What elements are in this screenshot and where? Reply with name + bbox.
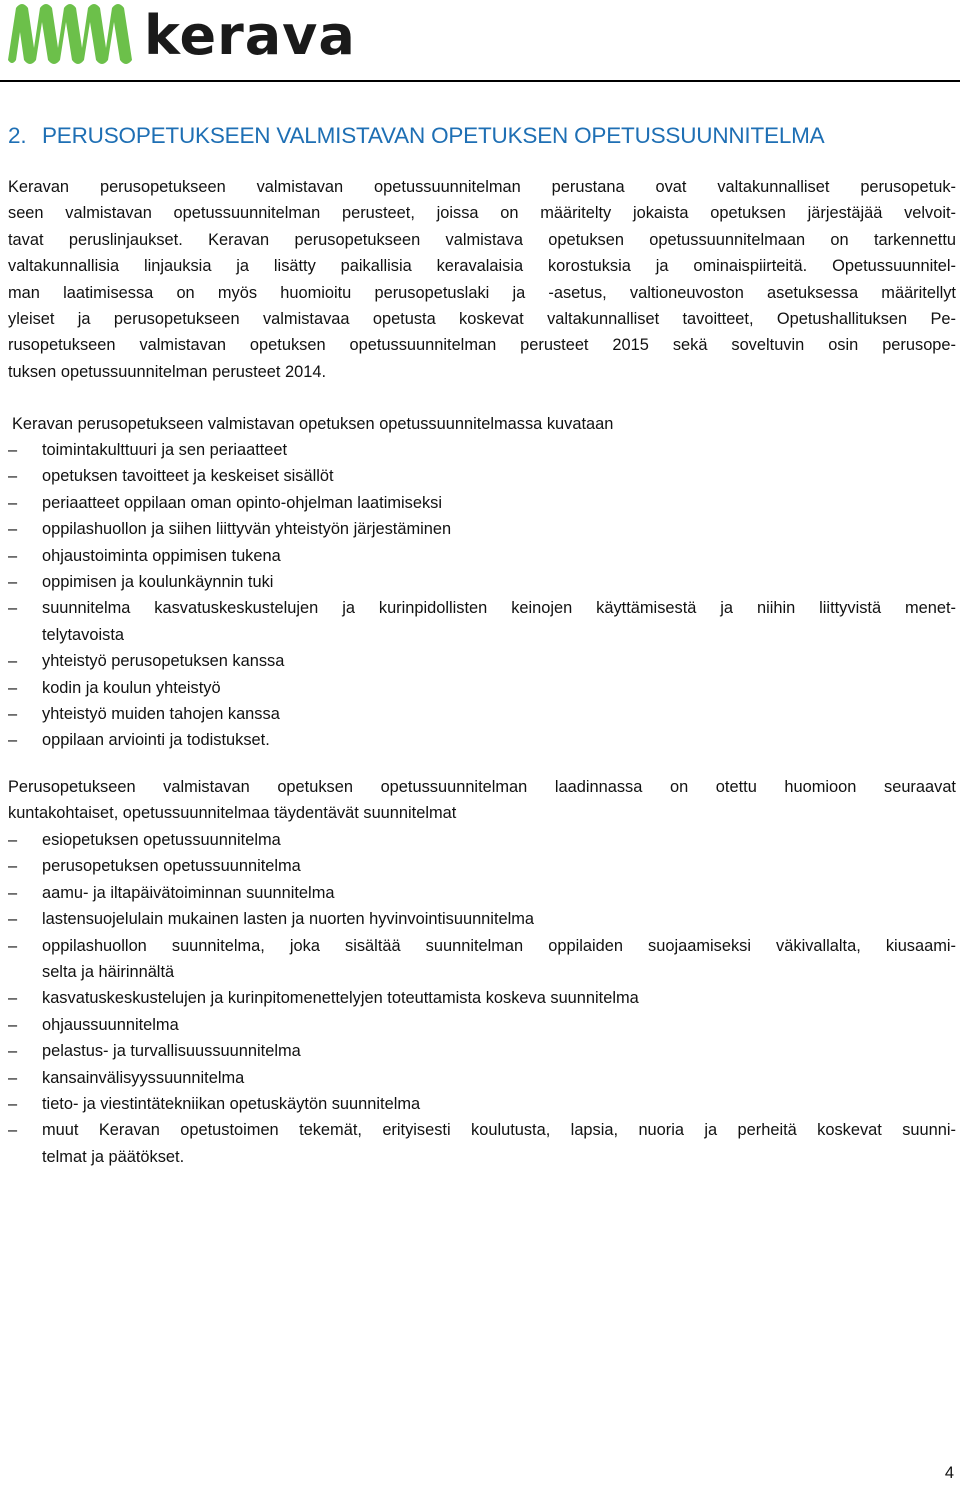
list1-intro-text: Keravan perusopetukseen valmistavan opetuksen opetussuunnitelmassa kuvataan — [12, 415, 614, 433]
list-item — [8, 1091, 956, 1117]
list1 — [8, 437, 956, 754]
list-item-text: tieto- ja viestintätekniikan opetuskäytön suunnitelma — [42, 1095, 421, 1114]
list-item-text: yhteistyö muiden tahojen kanssa — [42, 705, 280, 724]
list-item-text: ohjaustoiminta oppimisen tukena — [42, 546, 281, 565]
list-item — [8, 906, 956, 932]
list-item-text: suunnitelma kasvatuskeskustelujen ja kurinpidollisten keinojen käyttämisestä ja niihin liittyvistä menet- — [42, 599, 956, 618]
list2-intro-line: kuntakohtaiset, opetussuunnitelmaa täydentävät suunnitelmat — [8, 804, 457, 823]
list-item-text: oppilashuollon ja siihen liittyvän yhteistyön järjestäminen — [42, 520, 452, 539]
section-heading — [8, 121, 825, 151]
list-item-text: perusopetuksen opetussuunnitelma — [42, 857, 301, 876]
list-item — [8, 437, 956, 463]
list-item — [8, 463, 956, 489]
kerava-logo — [6, 2, 406, 68]
dash-bullet: – — [8, 883, 18, 902]
list-item-text: ohjaussuunnitelma — [42, 1015, 179, 1034]
dash-bullet: – — [8, 1015, 18, 1034]
list-item — [8, 490, 956, 516]
dash-bullet: – — [8, 831, 18, 849]
dash-bullet: – — [8, 857, 18, 876]
list-item-text: kasvatuskeskustelujen ja kurinpitomenettelyjen toteuttamista koskeva suunnitelma — [42, 989, 639, 1008]
intro-line: seen valmistavan opetussuunnitelman perusteet, joissa on määritelty jokaista opetuksen järjestäjää velvoit- — [8, 204, 956, 223]
list2-intro — [8, 774, 956, 827]
intro-line: man laatimisessa on myös huomioitu perusopetuslaki ja -asetus, valtioneuvoston asetuksessa määritellyt — [8, 283, 956, 302]
list2 — [8, 827, 956, 1170]
list-item-text: telytavoista — [42, 625, 124, 644]
list-item — [8, 543, 956, 569]
list-item — [8, 880, 956, 906]
list-item-text: periaatteet oppilaan oman opinto-ohjelman laatimiseksi — [42, 493, 442, 512]
list-item-text: aamu- ja iltapäivätoiminnan suunnitelma — [42, 883, 335, 902]
list-item-text: lastensuojelulain mukainen lasten ja nuorten hyvinvointisuunnitelma — [42, 910, 535, 929]
list1-intro — [12, 411, 960, 437]
dash-bullet: – — [8, 1068, 18, 1087]
section-title: PERUSOPETUKSEEN VALMISTAVAN OPETUKSEN OPETUSSUUNNITELMA — [42, 123, 825, 148]
list-item — [8, 727, 956, 753]
list-item — [8, 675, 956, 701]
list-item — [8, 648, 956, 674]
list-item — [8, 827, 956, 853]
section-number: 2. — [8, 123, 27, 148]
page-number: 4 — [944, 1464, 954, 1482]
dash-bullet: – — [8, 705, 18, 724]
list-item-text: toimintakulttuuri ja sen periaatteet — [42, 441, 288, 459]
list-item — [8, 569, 956, 595]
list-item-text: kodin ja koulun yhteistyö — [42, 678, 221, 697]
intro-line: Keravan perusopetukseen valmistavan opetussuunnitelman perustana ovat valtakunnalliset perusopetuk- — [8, 178, 956, 196]
intro-line: rusopetukseen valmistavan opetuksen opetussuunnitelman perusteet 2015 sekä soveltuvin osin perusope- — [8, 336, 956, 355]
intro-line: yleiset ja perusopetukseen valmistavaa opetusta koskevat valtakunnalliset tavoitteet, Opetushallituksen Pe- — [8, 310, 956, 329]
header-rule — [0, 80, 960, 82]
list-item-text: oppimisen ja koulunkäynnin tuki — [42, 573, 274, 592]
list-item — [8, 985, 956, 1011]
dash-bullet: – — [8, 1121, 18, 1140]
list-item — [8, 1117, 956, 1170]
list2-intro-line: Perusopetukseen valmistavan opetuksen opetussuunnitelman laadinnassa on otettu huomioon seuraavat — [8, 778, 956, 796]
dash-bullet: – — [8, 1042, 18, 1061]
list-item — [8, 933, 956, 986]
list-item — [8, 1012, 956, 1038]
list-item — [8, 853, 956, 879]
intro-line: tuksen opetussuunnitelman perusteet 2014. — [8, 362, 327, 381]
list-item-text: esiopetuksen opetussuunnitelma — [42, 831, 281, 849]
list-item-text: oppilaan arviointi ja todistukset. — [42, 731, 270, 750]
dash-bullet: – — [8, 573, 18, 592]
dash-bullet: – — [8, 731, 18, 750]
list-item — [8, 516, 956, 542]
dash-bullet: – — [8, 910, 18, 929]
list-item — [8, 595, 956, 648]
intro-line: valtakunnallisia linjauksia ja lisätty paikallisia keravalaisia korostuksia ja ominaispiirteitä. Opetussuunnitel- — [8, 257, 956, 276]
list-item-text: opetuksen tavoitteet ja keskeiset sisällöt — [42, 467, 334, 486]
dash-bullet: – — [8, 989, 18, 1008]
list-item — [8, 701, 956, 727]
dash-bullet: – — [8, 1095, 18, 1114]
dash-bullet: – — [8, 599, 18, 618]
dash-bullet: – — [8, 493, 18, 512]
list-item-text: muut Keravan opetustoimen tekemät, erityisesti koulutusta, lapsia, nuoria ja perheitä koskevat suunni- — [42, 1121, 956, 1140]
dash-bullet: – — [8, 467, 18, 486]
dash-bullet: – — [8, 546, 18, 565]
logo-wordmark: kerava — [144, 4, 356, 67]
list-item — [8, 1038, 956, 1064]
list-item-text: pelastus- ja turvallisuussuunnitelma — [42, 1042, 301, 1061]
list-item-text: kansainvälisyyssuunnitelma — [42, 1068, 245, 1087]
dash-bullet: – — [8, 520, 18, 539]
intro-paragraph — [8, 174, 956, 385]
logo-wave-mark — [8, 4, 132, 64]
list-item-text: selta ja häirinnältä — [42, 963, 175, 982]
list-item-text: telmat ja päätökset. — [42, 1147, 185, 1166]
list-item — [8, 1065, 956, 1091]
list-item-text: yhteistyö perusopetuksen kanssa — [42, 652, 285, 671]
dash-bullet: – — [8, 652, 18, 671]
list-item-text: oppilashuollon suunnitelma, joka sisältää suunnitelman oppilaiden suojaamiseksi väkivallalta, kiusaami- — [42, 936, 956, 955]
dash-bullet: – — [8, 678, 18, 697]
intro-line: tavat peruslinjaukset. Keravan perusopetukseen valmistava opetuksen opetussuunnitelmaan on tarkennettu — [8, 230, 956, 249]
dash-bullet: – — [8, 936, 18, 955]
dash-bullet: – — [8, 441, 18, 459]
